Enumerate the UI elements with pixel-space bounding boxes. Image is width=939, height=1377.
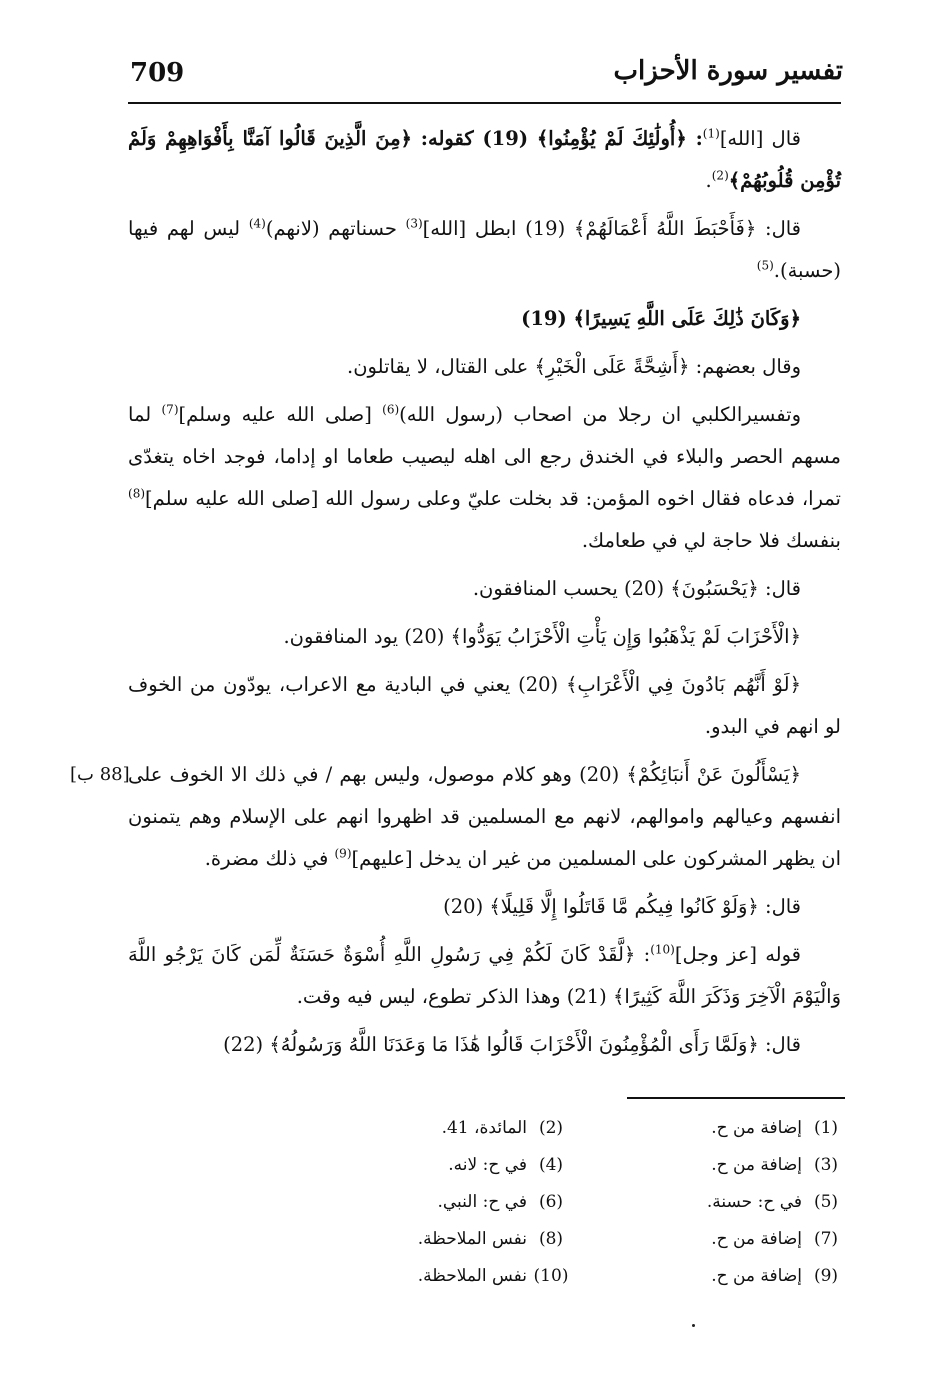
footnote-ref: (8) [128, 486, 146, 501]
quran-quote: ﴿وَكَانَ ذَٰلِكَ عَلَى اللَّهِ يَسِيرًا﴾ (19) [521, 307, 801, 330]
paragraph-3 [128, 298, 841, 340]
text-segment: وتفسيرالكلبي ان رجلا من اصحاب (رسول الله) [399, 403, 802, 426]
main-text [70, 118, 841, 1072]
footnote-text: في ح: النبي. [437, 1192, 527, 1212]
footnote-text: إضافة من ح. [711, 1155, 802, 1175]
footnote-text: في ح: لانه. [448, 1155, 527, 1175]
paragraph-10 [128, 886, 841, 928]
footnote-item [300, 1112, 575, 1145]
paragraph-12 [128, 1024, 841, 1066]
text-segment: قال: ﴿فَأَحْبَطَ اللَّهُ أَعْمَالَهُمْ﴾ (19) ابطل [الله] [422, 217, 801, 240]
footnote-text: المائدة، 41. [441, 1118, 527, 1138]
text-segment: في ذلك مضرة. [204, 847, 335, 870]
text-segment: . [705, 169, 712, 192]
footnote-item [575, 1186, 850, 1219]
text-segment: لما مسهم الحصر والبلاء في الخندق رجع الى اهله ليصيب طعاما او إداما، فوجد اخاه يتغدّى تمرا، فدعاه فقال اخوه المؤمن: قد بخلت عليّ وعلى رسول الله [صلى الله عليه سلم] [128, 403, 841, 510]
paragraph-7 [128, 616, 841, 658]
footnote-text: إضافة من ح. [711, 1118, 802, 1138]
footnote-number: (7) [813, 1229, 839, 1249]
paragraph-1 [128, 118, 841, 202]
footnote-number: (5) [813, 1192, 839, 1212]
footnote-item [575, 1260, 850, 1293]
footnotes [300, 1112, 850, 1293]
footnote-item [300, 1149, 575, 1182]
footnote-ref: (7) [161, 402, 179, 417]
footnote-number: (2) [538, 1118, 564, 1138]
footnote-ref: (5) [756, 258, 774, 273]
paragraph-6 [128, 568, 841, 610]
footnote-text: نفس الملاحظة. [417, 1266, 527, 1286]
footnote-text: إضافة من ح. [711, 1229, 802, 1249]
text-segment: ليس لهم فيها (حسبة). [128, 217, 841, 282]
footnote-ref: (3) [405, 216, 423, 231]
text-segment: قال: ﴿يَحْسَبُونَ﴾ (20) يحسب المنافقون. [472, 577, 801, 600]
footnote-ref: (4) [248, 216, 266, 231]
paragraph-9 [70, 754, 841, 880]
footnote-ref: (2) [711, 168, 729, 183]
text-segment: ﴿لَوْ أَنَّهُم بَادُونَ فِي الْأَعْرَابِ﴾ (20) يعني في البادية مع الاعراب، يودّون من الخوف لو انهم في البدو. [128, 673, 841, 738]
text-segment: حسناتهم (لانهم) [265, 217, 406, 240]
paragraph-4 [128, 346, 841, 388]
text-segment: قال [الله] [719, 127, 801, 150]
text-segment: وقال بعضهم: ﴿أَشِحَّةً عَلَى الْخَيْرِ﴾ على القتال، لا يقاتلون. [347, 355, 801, 378]
paragraph-5 [128, 394, 841, 562]
footnote-rule [627, 1097, 845, 1099]
footnote-ref: (6) [382, 402, 400, 417]
footnote-text: نفس الملاحظة. [417, 1229, 527, 1249]
footnote-item [575, 1149, 850, 1182]
footnote-text: إضافة من ح. [711, 1266, 802, 1286]
text-segment: قال: ﴿وَلَمَّا رَأَى الْمُؤْمِنُونَ الْأَحْزَابَ قَالُوا هَٰذَا مَا وَعَدَنَا اللَّهُ وَرَسُولُهُ﴾ (22) [223, 1033, 801, 1056]
footnote-number: (3) [813, 1155, 839, 1175]
footnote-text: في ح: حسنة. [706, 1192, 802, 1212]
footnote-item [300, 1223, 575, 1256]
footnote-item [300, 1186, 575, 1219]
page-number: 709 [130, 58, 185, 88]
footnote-number: (10) [533, 1266, 569, 1286]
footnote-ref: (10) [650, 942, 675, 957]
manuscript-folio-marker: [88 ب] [70, 764, 130, 785]
footnote-ref: (1) [702, 126, 720, 141]
quran-quote: : ﴿أُولَٰئِكَ لَمْ يُؤْمِنُوا﴾ (19) كقوله: ﴿مِنَ الَّذِينَ قَالُوا آمَنَّا بِأَفْوَاهِهِمْ وَلَمْ تُؤْمِن قُلُوبُهُمْ﴾ [128, 127, 841, 192]
footnote-number: (9) [813, 1266, 839, 1286]
printer-dot [692, 1324, 695, 1327]
footnote-number: (8) [538, 1229, 564, 1249]
text-segment: بنفسك فلا حاجة لي في طعامك. [581, 529, 841, 552]
paragraph-11 [128, 934, 841, 1018]
footnote-item [575, 1112, 850, 1145]
text-segment: قال: ﴿وَلَوْ كَانُوا فِيكُم مَّا قَاتَلُوا إِلَّا قَلِيلًا﴾ (20) [443, 895, 801, 918]
footnote-item [300, 1260, 575, 1293]
header-rule [128, 102, 841, 104]
text-segment: [صلى الله عليه وسلم] [178, 403, 383, 426]
text-segment: : ﴿لَّقَدْ كَانَ لَكُمْ فِي رَسُولِ اللَّهِ أُسْوَةٌ حَسَنَةٌ لِّمَن كَانَ يَرْجُو اللَّهَ وَالْيَوْمَ الْآخِرَ وَذَكَرَ اللَّهَ كَثِيرًا﴾ (21) وهذا الذكر تطوع، ليس فيه وقت. [128, 943, 841, 1008]
footnote-number: (6) [538, 1192, 564, 1212]
text-segment: قوله [عز وجل] [674, 943, 801, 966]
footnote-item [575, 1223, 850, 1256]
paragraph-8 [128, 664, 841, 748]
footnote-number: (1) [813, 1118, 839, 1138]
text-segment: ﴿الْأَحْزَابَ لَمْ يَذْهَبُوا وَإِن يَأْتِ الْأَحْزَابُ يَوَدُّوا﴾ (20) يود المنافقون. [283, 625, 801, 648]
footnote-number: (4) [538, 1155, 564, 1175]
running-title: تفسير سورة الأحزاب [613, 56, 843, 86]
paragraph-2 [128, 208, 841, 292]
footnote-ref: (9) [334, 846, 352, 861]
text-segment: ﴿يَسْأَلُونَ عَنْ أَنبَائِكُمْ﴾ (20) وهو كلام موصول، وليس بهم / في ذلك الا الخوف على انفسهم وعيالهم واموالهم، لانهم مع المسلمين قد اظهروا انهم على الإسلام وهم يتمنون ان يظهر المشركون على المسلمين من غير ان يدخل [عليهم] [128, 763, 841, 870]
